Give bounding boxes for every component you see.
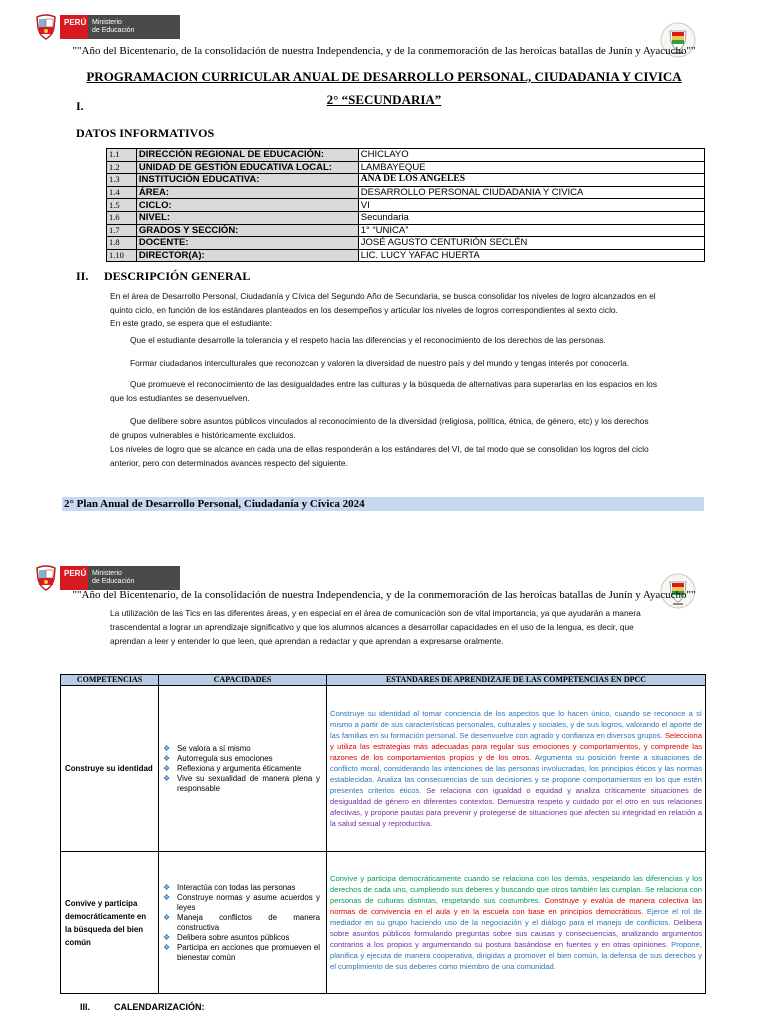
list-item <box>110 357 629 371</box>
estandar-text: Selecciona y utiliza las estrategias más adecuadas para regular sus emociones y comportamientos, y comprende las razones de los comportamientos propios y de los otros. <box>330 731 702 762</box>
col-header-capacidades: CAPACIDADES <box>159 675 327 686</box>
capacidades-list <box>163 744 320 794</box>
bullet-text-cont: que los estudiantes se desenvuelven. <box>110 392 250 403</box>
capacidad-text: Construye normas y asume acuerdos y leyes <box>177 892 320 912</box>
info-row-value: LIC. LUCY YAFAC HUERTA <box>358 249 704 262</box>
info-row-number: 1.3 <box>107 174 137 187</box>
info-row-value: JOSÉ AGUSTO CENTURIÓN SECLÉN <box>358 237 704 250</box>
list-item <box>110 334 606 348</box>
table-row <box>61 852 706 994</box>
closing-paragraph <box>110 443 710 470</box>
info-row-label: NIVEL: <box>136 211 358 224</box>
col-header-competencias: COMPETENCIAS <box>61 675 159 686</box>
tics-line: aprendan a leer y entender lo que leen, que aprendan a redactar y que aprendan a expresarse oralmente. <box>110 636 504 646</box>
capacidades-list <box>163 883 320 963</box>
info-row-value: 1° “UNICA” <box>358 224 704 237</box>
estandar-text: Propone, planifica y ejecuta de manera cooperativa, dirigidas a promover el bien común, la defensa de sus derechos y el cumplimiento de sus deberes como miembro de una comunidad. <box>330 940 702 971</box>
estandar-text: Se relaciona con igualdad o equidad y analiza críticamente situaciones de desigualdad de género en diferentes contextos. Demuestra respeto y cuidado por el otro en sus relaciones afectivas, y propone pautas para prevenir y protegerse de situaciones que afecten su integridad en relación a la salud sexual y reproductiva. <box>330 786 702 828</box>
motto-text: ""Año del Bicentenario, de la consolidación de nuestra Independencia, y de la conmemoración de las heroicas batallas de Junín y Ayacucho"" <box>72 589 696 601</box>
ministry-line2: de Educación <box>92 578 135 585</box>
info-row-number: 1.8 <box>107 237 137 250</box>
capacidad-text: Delibera sobre asuntos públicos <box>177 932 290 942</box>
minedu-logo <box>35 12 185 42</box>
info-row-number: 1.7 <box>107 224 137 237</box>
bullet-text: Que promueve el reconocimiento de las desigualdades entre las culturas y la búsqueda de alternativas para superarlas en los espacios en los <box>130 379 658 389</box>
diamond-bullet-icon: ❖ <box>163 912 171 922</box>
diamond-bullet-icon: ❖ <box>163 942 171 952</box>
estandar-cell <box>327 686 706 852</box>
capacidad-text: Reflexiona y argumenta éticamente <box>177 763 302 773</box>
capacidad-text: Vive su sexualidad de manera plena y responsable <box>177 773 320 793</box>
list-item <box>163 893 320 913</box>
intro-line: En el área de Desarrollo Personal, Ciudadanía y Cívica del Segundo Año de Secundaria, se busca consolidar los niveles de logro alcanzados en el <box>110 291 656 301</box>
info-row-label: CICLO: <box>136 199 358 212</box>
estandar-text: Delibera sobre asuntos públicos formulando preguntas sobre sus causas y consecuencias, analizando argumentos contrarios a los propios y argumentando su postura basándose en fuentes y en otras opiniones. <box>330 918 702 949</box>
bullet-text: Que delibere sobre asuntos públicos vinculados al reconocimiento de la diversidad (religiosa, política, étnica, de género, etc) y los derechos <box>130 416 649 426</box>
info-row-number: 1.4 <box>107 186 137 199</box>
tics-line: La utilización de las Tics en las diferentes áreas, y en especial en el área de comunicación son de vital importancia, ya que ayudarán a manera <box>110 608 641 618</box>
grade-title: 2° “SECUNDARIA” <box>326 92 442 107</box>
peru-shield-icon <box>35 14 57 40</box>
info-row-label: INSTITUCIÓN EDUCATIVA: <box>136 174 358 187</box>
list-item <box>163 764 320 774</box>
table-row <box>107 149 705 162</box>
col-header-estandares: ESTANDARES DE APRENDIZAJE DE LAS COMPETENCIAS EN DPCC <box>327 675 706 686</box>
section1-title: DATOS INFORMATIVOS <box>76 126 215 140</box>
table-row <box>61 686 706 852</box>
table-row <box>107 237 705 250</box>
capacidad-text: Se valora a sí mismo <box>177 743 251 753</box>
info-row-label: DIRECTOR(A): <box>136 249 358 262</box>
ministry-line1: Ministerio <box>92 19 122 26</box>
bullet-text: Formar ciudadanos interculturales que reconozcan y valoren la diversidad de nuestro país y del mundo y tengas interés por conocerla. <box>130 358 630 368</box>
info-row-number: 1.2 <box>107 161 137 174</box>
list-item <box>163 883 320 893</box>
estandar-text: Construye y evalúa de manera colectiva las normas de convivencia en el aula y en la escuela con base en principios democráticos. <box>330 896 702 916</box>
diamond-bullet-icon: ❖ <box>163 773 171 783</box>
list-item <box>163 774 320 794</box>
bullet-text-cont: de grupos vulnerables e históricamente excluidos. <box>110 429 296 440</box>
info-row-number: 1.6 <box>107 211 137 224</box>
estandar-cell <box>327 852 706 994</box>
info-row-number: 1.1 <box>107 149 137 162</box>
list-item <box>110 378 710 405</box>
list-item <box>163 744 320 754</box>
table-row <box>107 211 705 224</box>
competencia-name: Construye su identidad <box>61 686 159 852</box>
info-row-label: ÁREA: <box>136 186 358 199</box>
estandar-text: Argumenta su posición frente a situaciones de conflicto moral, considerando las intenciones de las personas involucradas, los principios éticos y las normas establecidas. Analiza las consecuencias de sus decisiones y se propone comportamientos en los que estén presentes criterios éticos. <box>330 753 702 795</box>
section3-title: CALENDARIZACIÓN: <box>114 1002 205 1012</box>
peru-label: PERÚ <box>60 566 88 590</box>
diamond-bullet-icon: ❖ <box>163 892 171 902</box>
ministry-line2: de Educación <box>92 27 135 34</box>
estandar-text: Ejerce el rol de mediador en su grupo haciendo uso de la negociación y el diálogo para el manejo de conflictos. <box>330 907 702 927</box>
tics-line: trascendental a lograr un aprendizaje significativo y que los alumnos alcances a desarrollar capacidades en el uso de la lengua, es decir, que <box>110 622 634 632</box>
intro-paragraph <box>110 290 710 331</box>
document-page-2 <box>0 555 768 1024</box>
intro-line: quinto ciclo, en función de los estándares planteados en los desempeños y articular los niveles de logros correspondientes al sexto ciclo. <box>110 304 618 315</box>
diamond-bullet-icon: ❖ <box>163 743 171 753</box>
info-table <box>106 148 705 262</box>
competencias-table <box>60 674 706 994</box>
capacidades-cell <box>159 852 327 994</box>
info-row-value: LAMBAYEQUE <box>358 161 704 174</box>
list-item <box>163 913 320 933</box>
info-row-value: VI <box>358 199 704 212</box>
page-title: PROGRAMACION CURRICULAR ANUAL DE DESARROLLO PERSONAL, CIUDADANIA Y CIVICA <box>86 69 682 84</box>
capacidad-text: Maneja conflictos de manera constructiva <box>177 912 320 932</box>
estandar-text: Convive y participa democráticamente cuando se relaciona con los demás, respetando las diferencias y los derechos de cada uno, cumpliendo sus deberes y buscando que otros también las cumplan. Se relaciona con personas de culturas distintas, respetando sus costumbres. <box>330 874 702 905</box>
info-row-value: CHICLAYO <box>358 149 704 162</box>
table-row <box>107 224 705 237</box>
closing-line: anterior, pero con determinados avances respecto del siguiente. <box>110 457 348 468</box>
estandar-text: Construye su identidad al tomar conciencia de los aspectos que lo hacen único, cuando se reconoce a sí mismo a partir de sus características personales, culturales y sociales, y de sus logros, valorando el aporte de las familias en su formación personal. Se desenvuelve con agrado y confianza en diversos grupos. <box>330 709 702 740</box>
info-row-label: DOCENTE: <box>136 237 358 250</box>
closing-line: Los niveles de logro que se alcance en cada una de ellas responderán a los estándares del VI, de tal modo que se consolidan los logros del ciclo <box>110 444 649 454</box>
list-item <box>163 933 320 943</box>
info-row-number: 1.5 <box>107 199 137 212</box>
info-row-label: GRADOS Y SECCIÓN: <box>136 224 358 237</box>
ministry-line1: Ministerio <box>92 570 122 577</box>
diamond-bullet-icon: ❖ <box>163 932 171 942</box>
peru-label: PERÚ <box>60 15 88 39</box>
motto-text: ""Año del Bicentenario, de la consolidación de nuestra Independencia, y de la conmemoración de las heroicas batallas de Junín y Ayacucho"" <box>72 45 696 57</box>
list-item <box>163 943 320 963</box>
table-row <box>107 199 705 212</box>
table-row <box>107 186 705 199</box>
competencia-name: Convive y participa democráticamente en la búsqueda del bien común <box>61 852 159 994</box>
section1-number: I. <box>76 99 84 113</box>
info-row-label: UNIDAD DE GESTIÓN EDUCATIVA LOCAL: <box>136 161 358 174</box>
diamond-bullet-icon: ❖ <box>163 882 171 892</box>
section2-number: II. <box>76 269 89 283</box>
info-row-value: DESARROLLO PERSONAL CIUDADANIA Y CIVICA <box>358 186 704 199</box>
ministry-label <box>88 566 180 590</box>
bullet-text: Que el estudiante desarrolle la tolerancia y el respeto hacia las diferencias y el reconocimiento de los derechos de las personas. <box>130 335 606 345</box>
plan-heading-bar: 2° Plan Anual de Desarrollo Personal, Ciudadanía y Cívica 2024 <box>62 497 704 511</box>
capacidad-text: Participa en acciones que promueven el bienestar común <box>177 942 320 962</box>
section3-number: III. <box>80 1002 91 1012</box>
list-item <box>163 754 320 764</box>
capacidad-text: Autorregula sus emociones <box>177 753 273 763</box>
intro-line: En este grado, se espera que el estudiante: <box>110 318 273 329</box>
section2-title: DESCRIPCIÓN GENERAL <box>104 269 251 283</box>
capacidad-text: Interactúa con todas las personas <box>177 882 296 892</box>
info-row-number: 1.10 <box>107 249 137 262</box>
info-row-value: ANA DE LOS ANGELES <box>358 174 704 187</box>
info-row-label: DIRECCIÓN REGIONAL DE EDUCACIÓN: <box>136 149 358 162</box>
tics-paragraph <box>110 606 710 648</box>
table-row <box>107 161 705 174</box>
list-item <box>110 415 710 442</box>
peru-shield-icon <box>35 565 57 591</box>
page-header <box>0 12 768 48</box>
capacidades-cell <box>159 686 327 852</box>
ministry-label <box>88 15 180 39</box>
table-row <box>107 249 705 262</box>
diamond-bullet-icon: ❖ <box>163 763 171 773</box>
diamond-bullet-icon: ❖ <box>163 753 171 763</box>
info-row-value: Secundaria <box>358 211 704 224</box>
table-row <box>107 174 705 187</box>
